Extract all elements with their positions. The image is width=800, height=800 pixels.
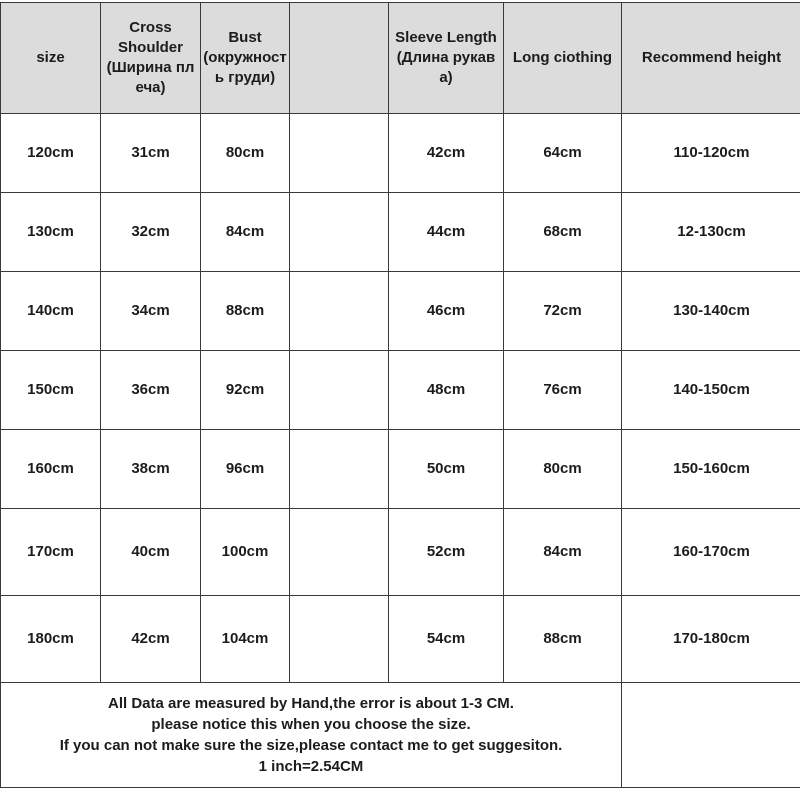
table-row — [1, 193, 800, 272]
cell-sleeve: 44cm — [389, 193, 504, 272]
header-cross-shoulder: Cross Shoulder (Ширина пл еча) — [101, 3, 201, 114]
cell-length: 84cm — [504, 509, 622, 596]
note-line-4: 1 inch=2.54CM — [258, 758, 364, 775]
cell-sleeve: 50cm — [389, 430, 504, 509]
cell-size: 170cm — [1, 509, 101, 596]
table-row — [1, 430, 800, 509]
cell-shoulder: 36cm — [101, 351, 201, 430]
header-sleeve-length: Sleeve Length (Длина рукав а) — [389, 3, 504, 114]
cell-size: 160cm — [1, 430, 101, 509]
cell-shoulder: 31cm — [101, 114, 201, 193]
cell-shoulder: 40cm — [101, 509, 201, 596]
cell-blank — [290, 272, 389, 351]
cell-sleeve: 42cm — [389, 114, 504, 193]
table-row — [1, 596, 800, 683]
cell-length: 80cm — [504, 430, 622, 509]
cell-size: 150cm — [1, 351, 101, 430]
cell-sleeve: 52cm — [389, 509, 504, 596]
cell-height: 140-150cm — [622, 351, 800, 430]
cell-length: 76cm — [504, 351, 622, 430]
note-line-1: All Data are measured by Hand,the error is about 1-3 CM. — [108, 695, 514, 712]
cell-bust: 80cm — [201, 114, 290, 193]
cell-size: 180cm — [1, 596, 101, 683]
cell-shoulder: 32cm — [101, 193, 201, 272]
cell-blank — [290, 430, 389, 509]
cell-height: 160-170cm — [622, 509, 800, 596]
cell-bust: 92cm — [201, 351, 290, 430]
table-row — [1, 114, 800, 193]
cell-shoulder: 38cm — [101, 430, 201, 509]
footer-blank-cell — [622, 683, 800, 788]
cell-blank — [290, 114, 389, 193]
header-bust: Bust (окружност ь груди) — [201, 3, 290, 114]
table-row — [1, 351, 800, 430]
cell-height: 130-140cm — [622, 272, 800, 351]
cell-height: 110-120cm — [622, 114, 800, 193]
cell-blank — [290, 193, 389, 272]
footer-row — [1, 683, 800, 788]
size-chart-table — [0, 2, 800, 788]
cell-bust: 96cm — [201, 430, 290, 509]
cell-length: 68cm — [504, 193, 622, 272]
cell-height: 170-180cm — [622, 596, 800, 683]
table-row — [1, 509, 800, 596]
cell-sleeve: 54cm — [389, 596, 504, 683]
header-row — [1, 3, 800, 114]
cell-sleeve: 46cm — [389, 272, 504, 351]
cell-shoulder: 42cm — [101, 596, 201, 683]
cell-blank — [290, 596, 389, 683]
cell-bust: 100cm — [201, 509, 290, 596]
table-row — [1, 272, 800, 351]
note-line-3: If you can not make sure the size,please contact me to get suggesiton. — [59, 737, 563, 754]
cell-shoulder: 34cm — [101, 272, 201, 351]
cell-size: 130cm — [1, 193, 101, 272]
cell-height: 150-160cm — [622, 430, 800, 509]
cell-length: 72cm — [504, 272, 622, 351]
measurement-note — [1, 683, 622, 788]
header-blank — [290, 3, 389, 114]
cell-bust: 104cm — [201, 596, 290, 683]
header-long-clothing: Long ciothing — [504, 3, 622, 114]
note-line-2: please notice this when you choose the size. — [151, 716, 471, 733]
cell-bust: 84cm — [201, 193, 290, 272]
cell-blank — [290, 509, 389, 596]
cell-size: 120cm — [1, 114, 101, 193]
cell-length: 64cm — [504, 114, 622, 193]
cell-bust: 88cm — [201, 272, 290, 351]
header-size: size — [1, 3, 101, 114]
header-recommend-height: Recommend height — [622, 3, 800, 114]
cell-length: 88cm — [504, 596, 622, 683]
cell-sleeve: 48cm — [389, 351, 504, 430]
cell-size: 140cm — [1, 272, 101, 351]
cell-height: 12-130cm — [622, 193, 800, 272]
cell-blank — [290, 351, 389, 430]
